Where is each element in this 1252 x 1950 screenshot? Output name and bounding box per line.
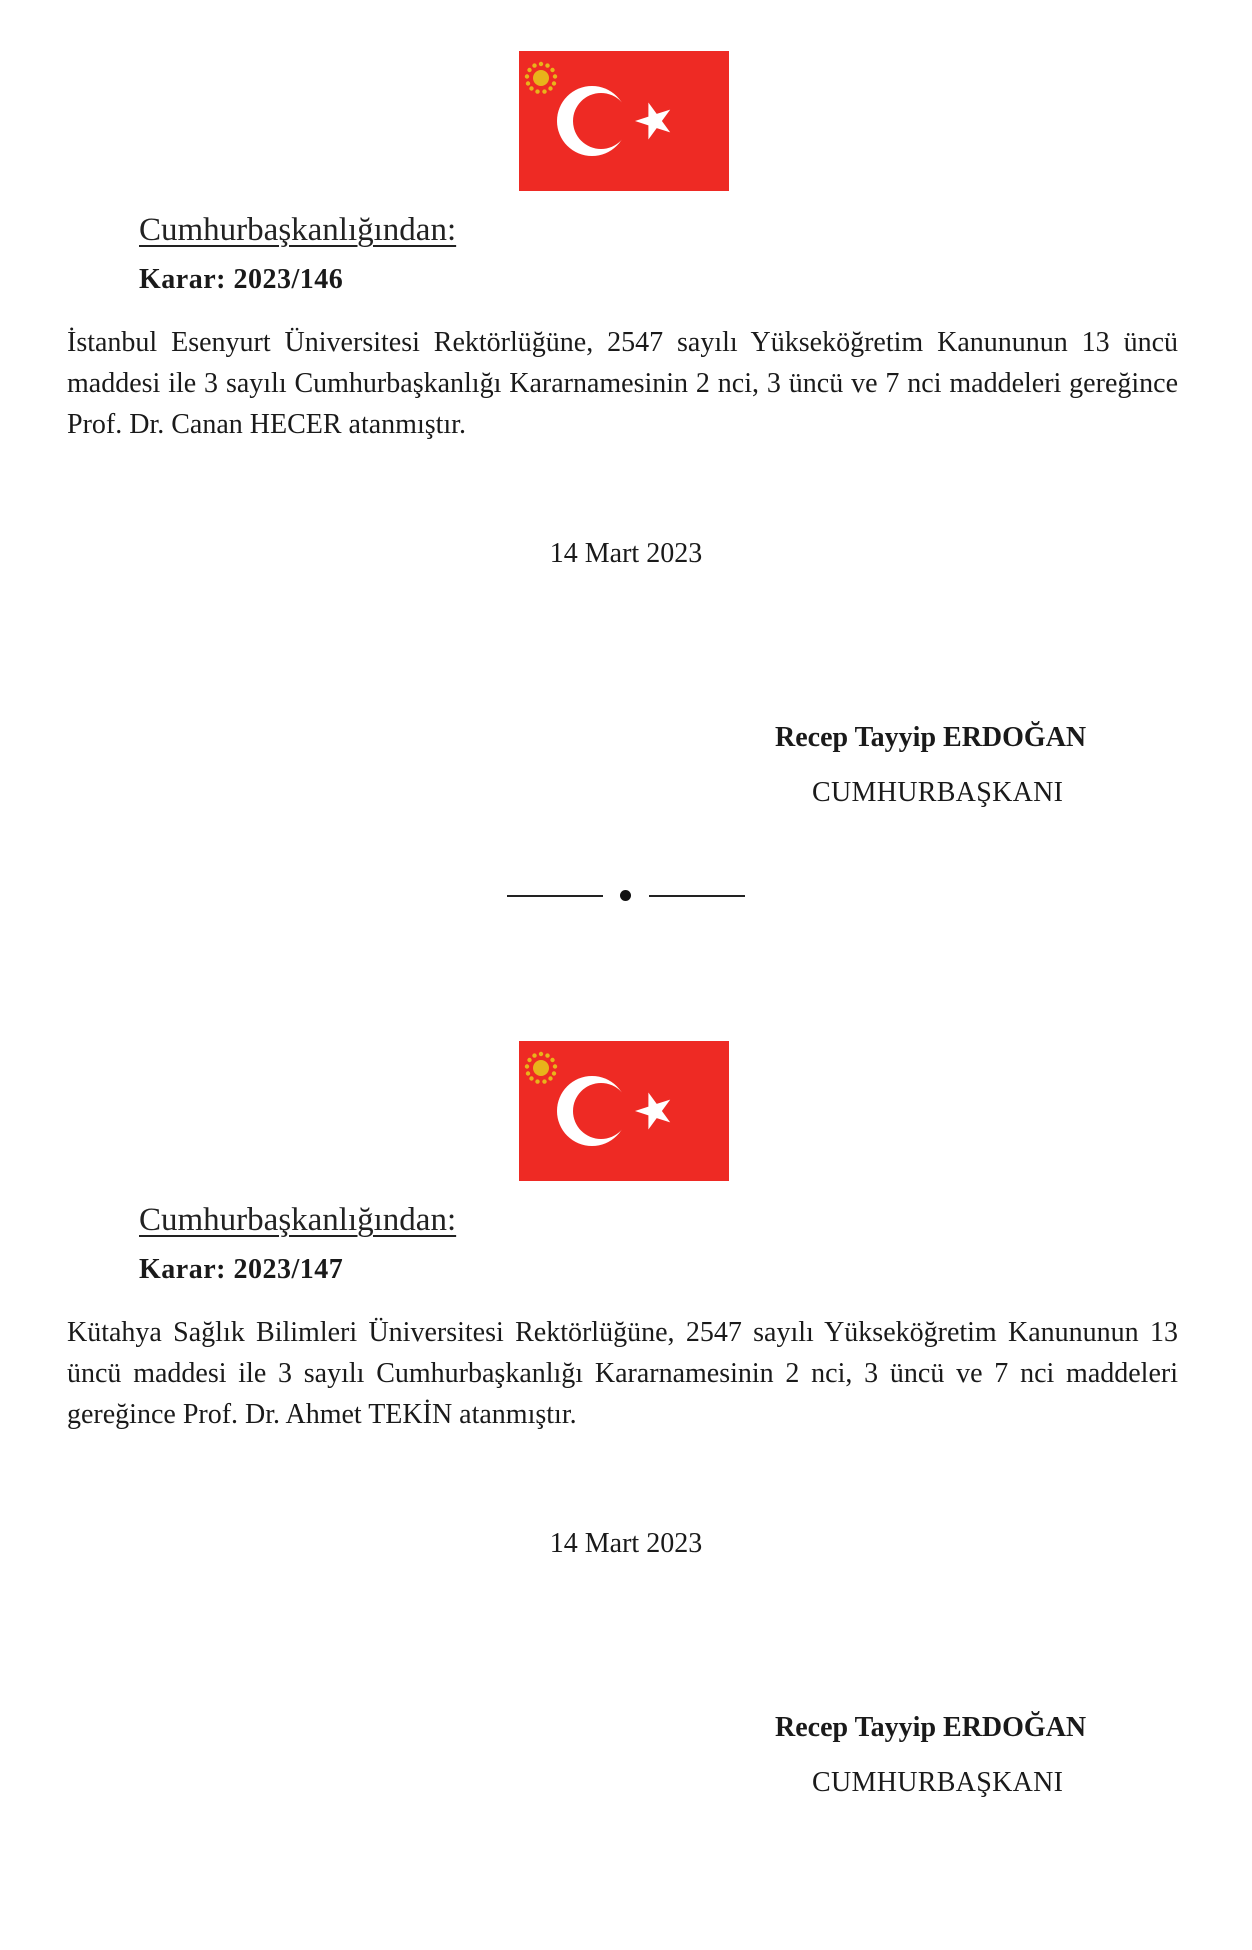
separator-dot-icon <box>620 890 631 901</box>
decision-number-label: Karar: <box>139 264 226 295</box>
signer-title: CUMHURBAŞKANI <box>812 1767 1064 1798</box>
issuer-heading: Cumhurbaşkanlığından: <box>139 212 457 248</box>
decision-date: 14 Mart 2023 <box>549 1528 703 1559</box>
presidential-flag-icon <box>519 51 729 191</box>
separator-line-left <box>507 895 603 897</box>
signer-name: Recep Tayyip ERDOĞAN <box>775 1712 1087 1743</box>
issuer-heading: Cumhurbaşkanlığından: <box>139 1202 457 1238</box>
decision-number-value: 2023/147 <box>233 1254 344 1285</box>
decision-body: Kütahya Sağlık Bilimleri Üniversitesi Rektörlüğüne, 2547 sayılı Yükseköğretim Kanununun 13 üncü maddesi ile 3 sayılı Cumhurbaşkanlığı Kararnamesinin 2 nci, 3 üncü ve 7 nci maddeleri gereğince Prof. Dr. Ahmet TEKİN atanmıştır. <box>67 1317 1178 1430</box>
decision-number-label: Karar: <box>139 1254 226 1285</box>
signer-name: Recep Tayyip ERDOĞAN <box>775 722 1087 753</box>
decision-number-value: 2023/146 <box>233 264 344 295</box>
signer-title: CUMHURBAŞKANI <box>812 777 1064 808</box>
decision-date: 14 Mart 2023 <box>549 538 703 569</box>
decision-body: İstanbul Esenyurt Üniversitesi Rektörlüğüne, 2547 sayılı Yükseköğretim Kanununun 13 üncü maddesi ile 3 sayılı Cumhurbaşkanlığı Kararnamesinin 2 nci, 3 üncü ve 7 nci maddeleri gereğince Prof. Dr. Canan HECER atanmıştır. <box>67 327 1178 440</box>
decision-block <box>0 990 1252 1950</box>
section-separator <box>507 888 745 902</box>
separator-line-right <box>649 895 745 897</box>
decision-block <box>0 0 1252 960</box>
decision-number <box>139 264 343 296</box>
presidential-flag-icon <box>519 1041 729 1181</box>
decision-number <box>139 1254 343 1286</box>
